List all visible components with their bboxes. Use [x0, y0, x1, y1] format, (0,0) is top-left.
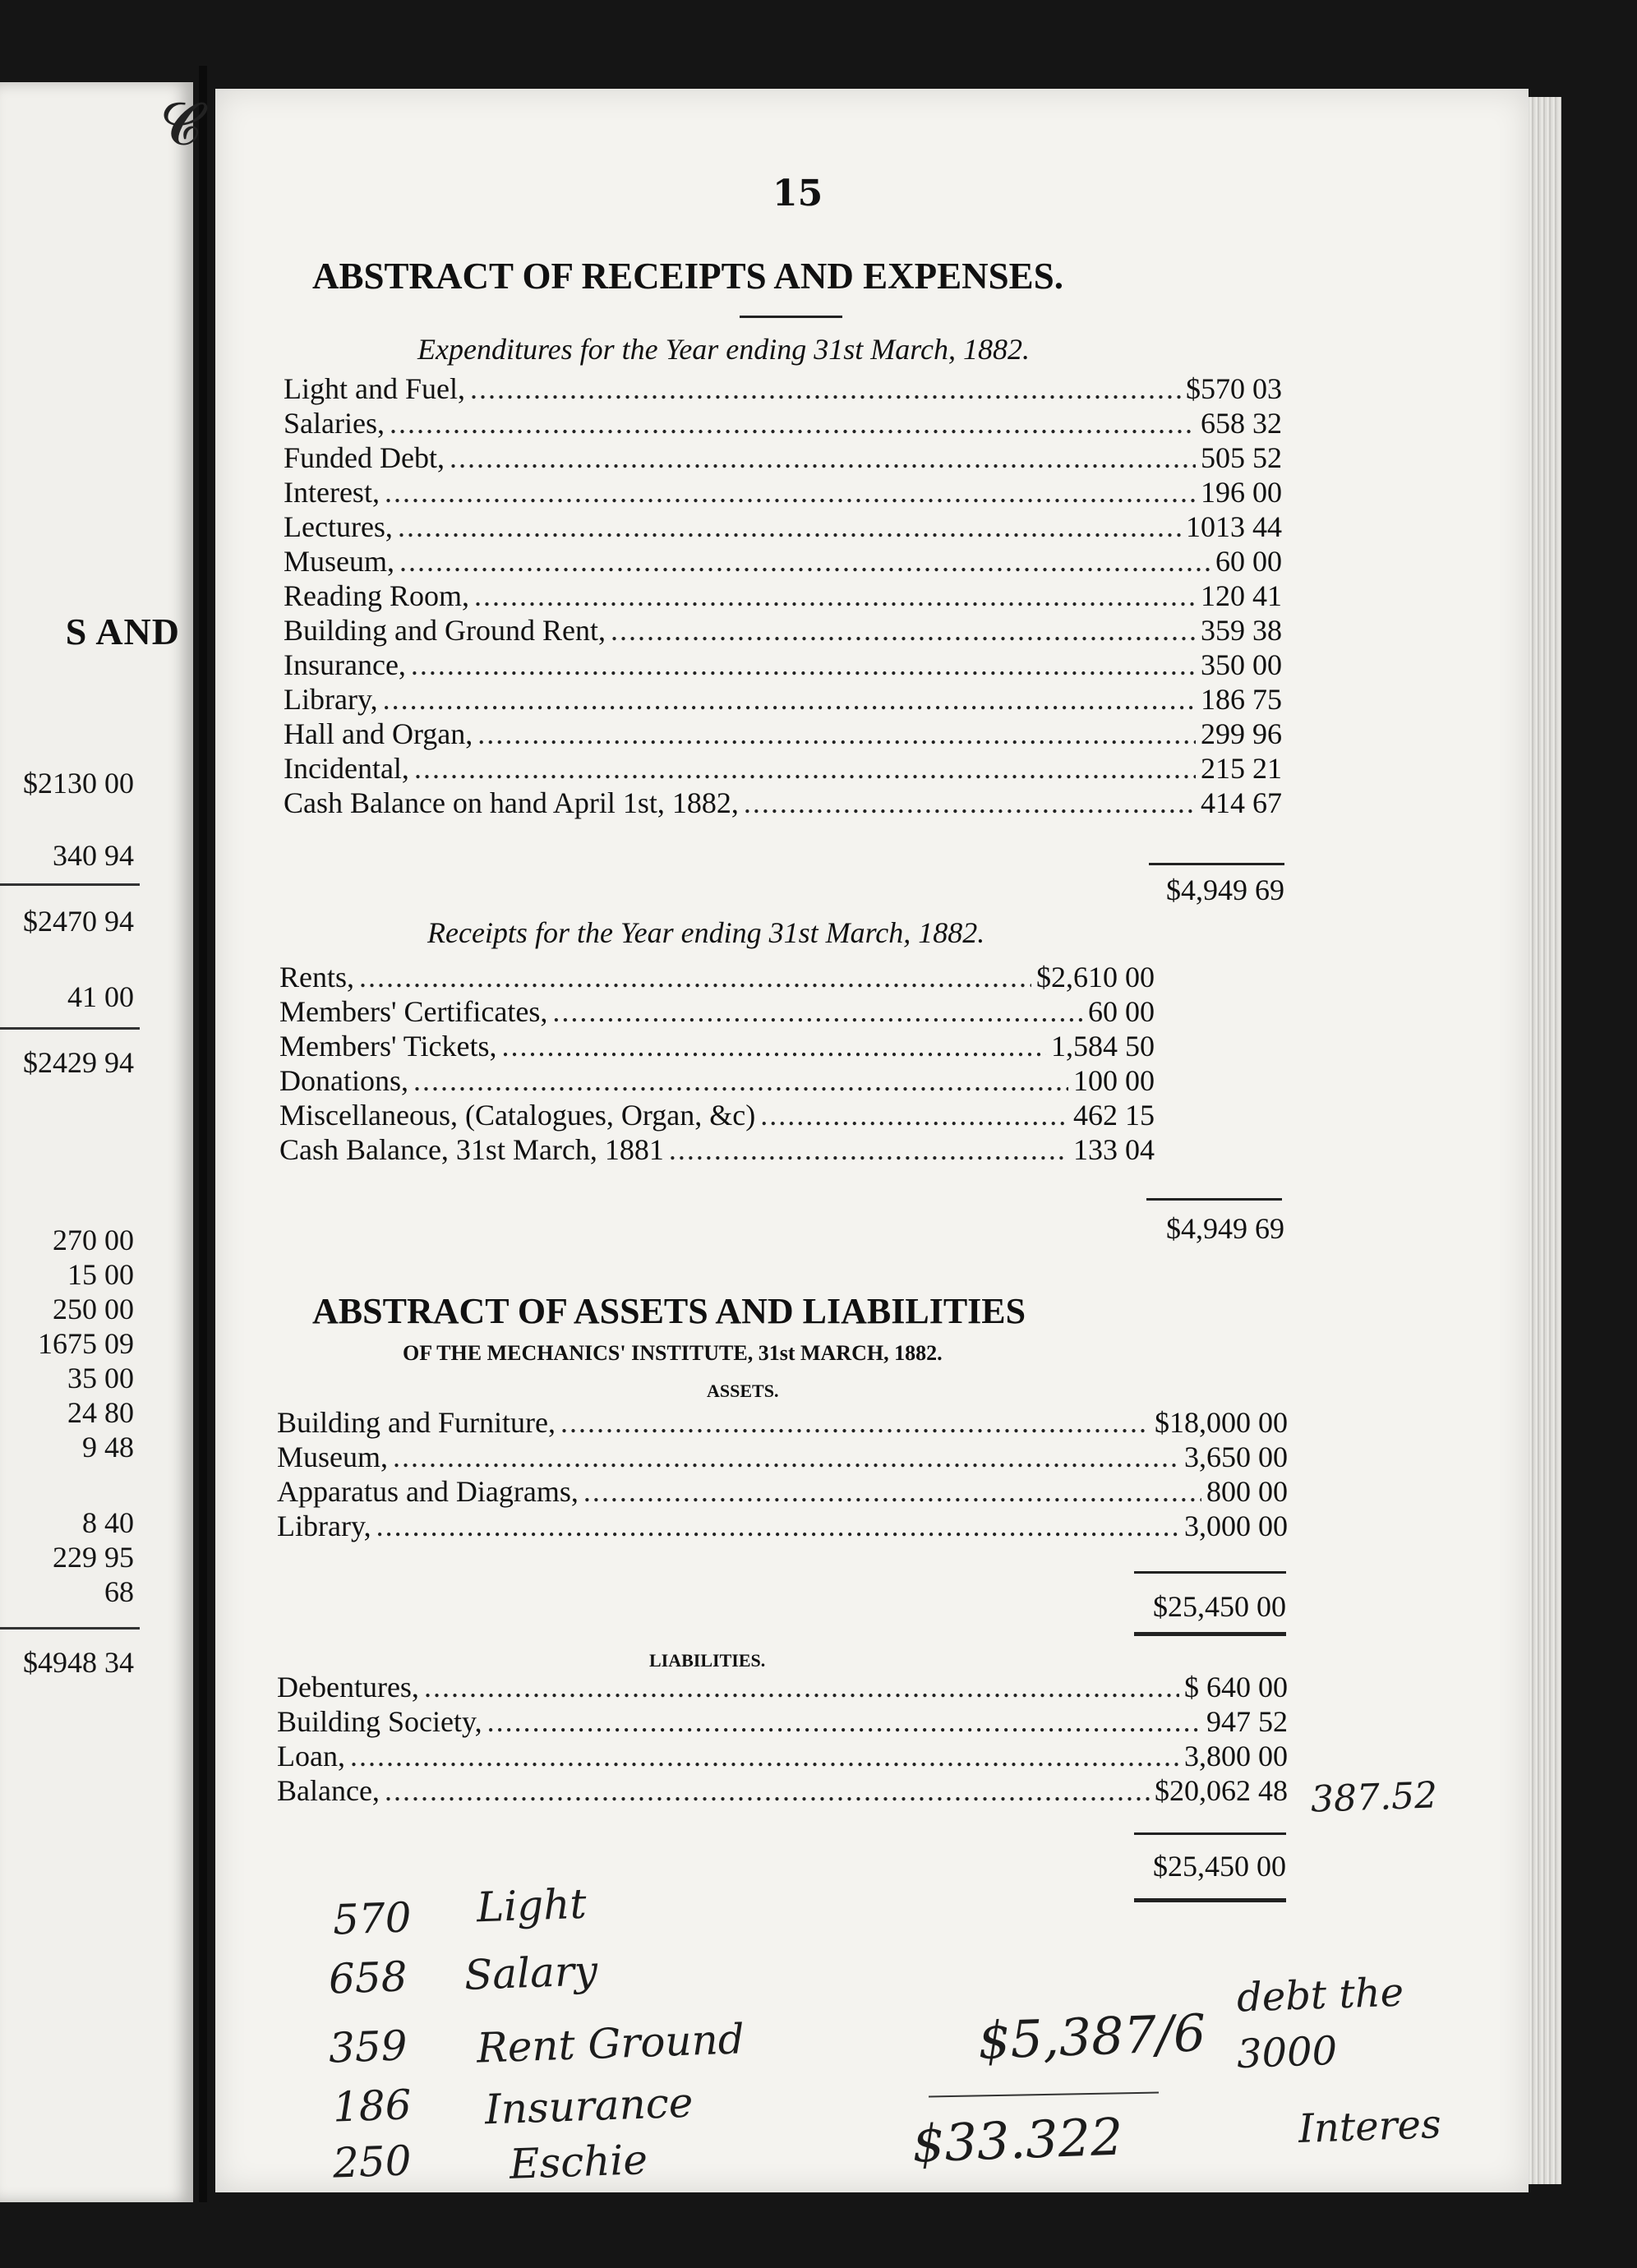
- asset-amount: 3,650 00: [1184, 1441, 1288, 1473]
- leader-dots: [376, 1509, 1179, 1543]
- asset-amount: 3,000 00: [1184, 1510, 1288, 1542]
- liability-amount: $ 640 00: [1184, 1671, 1288, 1703]
- asset-row: [277, 1440, 1288, 1474]
- expenditure-amount: 186 75: [1201, 683, 1282, 716]
- total-rule: [1149, 863, 1284, 865]
- left-amount: 24 80: [67, 1396, 134, 1429]
- left-amount: 68: [104, 1575, 134, 1608]
- receipt-label: Cash Balance, 31st March, 1881: [279, 1133, 664, 1166]
- assets-total: $25,450 00: [1153, 1590, 1286, 1623]
- receipt-amount: 100 00: [1073, 1064, 1155, 1097]
- leader-dots: [583, 1474, 1201, 1509]
- leader-dots: [477, 717, 1196, 751]
- page-edges: [1529, 97, 1561, 2184]
- asset-row: [277, 1405, 1288, 1440]
- liability-label: Debentures,: [277, 1671, 419, 1703]
- liability-row: [277, 1670, 1288, 1704]
- expenditure-label: Salaries,: [284, 407, 385, 440]
- assets-liabilities-subtitle: OF THE MECHANICS' INSTITUTE, 31st MARCH, 1882.: [403, 1341, 943, 1365]
- expenditure-row: [284, 475, 1282, 509]
- left-amount: $4948 34: [23, 1646, 134, 1679]
- receipt-amount: 1,584 50: [1051, 1030, 1155, 1063]
- expenditure-label: Cash Balance on hand April 1st, 1882,: [284, 786, 739, 819]
- left-amount: $2130 00: [23, 767, 134, 800]
- left-amount: 8 40: [82, 1506, 134, 1539]
- expenditure-amount: 196 00: [1201, 476, 1282, 509]
- handwritten-note: debt the: [1236, 1969, 1404, 2021]
- expenditure-label: Light and Fuel,: [284, 372, 465, 405]
- total-rule: [1146, 1198, 1282, 1201]
- expenditure-label: Library,: [284, 683, 378, 716]
- expenditure-label: Interest,: [284, 476, 380, 509]
- asset-label: Building and Furniture,: [277, 1406, 556, 1439]
- expenditure-amount: 60 00: [1215, 545, 1282, 578]
- receipt-row: [279, 1132, 1155, 1167]
- pencil-mark-icon: 𝓒: [160, 90, 201, 158]
- receipt-label: Members' Certificates,: [279, 995, 548, 1028]
- leader-dots: [383, 682, 1196, 717]
- receipt-label: Members' Tickets,: [279, 1030, 497, 1063]
- leader-dots: [413, 1063, 1068, 1098]
- left-rule: [0, 1627, 140, 1630]
- left-amount: 15 00: [67, 1258, 134, 1291]
- handwritten-margin-note: 387.52: [1310, 1774, 1438, 1821]
- liabilities-total: $25,450 00: [1153, 1850, 1286, 1883]
- expenditure-amount: 505 52: [1201, 441, 1282, 474]
- handwritten-word: Light: [476, 1879, 588, 1932]
- leader-dots: [470, 371, 1181, 406]
- leader-dots: [552, 994, 1083, 1029]
- expenditure-amount: 350 00: [1201, 648, 1282, 681]
- leader-dots: [414, 751, 1196, 786]
- expenditure-amount: 299 96: [1201, 717, 1282, 750]
- liability-label: Balance,: [277, 1774, 380, 1807]
- receipts-heading: Receipts for the Year ending 31st March, 1882.: [427, 916, 985, 949]
- expenditure-row: [284, 440, 1282, 475]
- double-rule: [1134, 1898, 1286, 1902]
- receipt-label: Rents,: [279, 961, 355, 993]
- title-rule: [740, 316, 842, 318]
- liability-amount: 947 52: [1206, 1705, 1288, 1738]
- left-rule: [0, 1027, 140, 1030]
- receipt-amount: $2,610 00: [1036, 961, 1155, 993]
- expenditure-amount: 1013 44: [1186, 510, 1282, 543]
- leader-dots: [450, 440, 1196, 475]
- handwritten-number: 658: [328, 1952, 408, 2003]
- page-number: 15: [772, 173, 823, 214]
- receipt-amount: 462 15: [1073, 1099, 1155, 1132]
- leader-dots: [669, 1132, 1068, 1167]
- receipt-row: [279, 1063, 1155, 1098]
- expenditure-label: Hall and Organ,: [284, 717, 473, 750]
- left-amount: $2470 94: [23, 905, 134, 938]
- leader-dots: [393, 1440, 1179, 1474]
- receipt-label: Miscellaneous, (Catalogues, Organ, &c): [279, 1099, 756, 1132]
- expenditures-heading: Expenditures for the Year ending 31st March, 1882.: [417, 333, 1030, 366]
- expenditure-amount: 658 32: [1201, 407, 1282, 440]
- left-amount: 250 00: [53, 1293, 134, 1325]
- expenditure-row: [284, 509, 1282, 544]
- leader-dots: [502, 1029, 1047, 1063]
- left-page-heading: S AND: [65, 611, 180, 652]
- liabilities-heading: LIABILITIES.: [649, 1650, 766, 1671]
- liability-row: [277, 1739, 1288, 1773]
- leader-dots: [398, 509, 1181, 544]
- expenditure-row: [284, 579, 1282, 613]
- left-amount: 1675 09: [38, 1327, 134, 1360]
- receipt-row: [279, 1029, 1155, 1063]
- handwritten-word: Rent Ground: [476, 2015, 745, 2072]
- expenditure-label: Incidental,: [284, 752, 409, 785]
- double-rule: [1134, 1632, 1286, 1636]
- receipt-amount: 60 00: [1088, 995, 1155, 1028]
- asset-label: Library,: [277, 1510, 371, 1542]
- expenditure-amount: 215 21: [1201, 752, 1282, 785]
- handwritten-number: 359: [328, 2021, 408, 2072]
- expenditure-label: Lectures,: [284, 510, 393, 543]
- total-rule: [1134, 1571, 1286, 1574]
- asset-row: [277, 1474, 1288, 1509]
- expenditure-row: [284, 371, 1282, 406]
- liability-row: [277, 1773, 1288, 1808]
- handwritten-sum: $5,387/6: [976, 2003, 1207, 2071]
- left-amount: 9 48: [82, 1431, 134, 1464]
- expenditure-amount: $570 03: [1186, 372, 1282, 405]
- leader-dots: [474, 579, 1196, 613]
- left-facing-page: [0, 82, 193, 2202]
- leader-dots: [359, 960, 1031, 994]
- receipt-row: [279, 960, 1155, 994]
- left-amount: 229 95: [53, 1541, 134, 1574]
- expenditure-row: [284, 751, 1282, 786]
- total-rule: [1134, 1832, 1286, 1835]
- receipt-label: Donations,: [279, 1064, 408, 1097]
- expenditure-amount: 120 41: [1201, 579, 1282, 612]
- expenditure-row: [284, 717, 1282, 751]
- expenditure-label: Building and Ground Rent,: [284, 614, 606, 647]
- leader-dots: [350, 1739, 1179, 1773]
- left-amount: 270 00: [53, 1224, 134, 1256]
- book-gutter: [199, 66, 207, 2202]
- expenditure-row: [284, 406, 1282, 440]
- left-amount: 340 94: [53, 839, 134, 872]
- expenditure-label: Reading Room,: [284, 579, 469, 612]
- left-amount: 35 00: [67, 1362, 134, 1394]
- handwritten-number: 250: [332, 2137, 413, 2187]
- liability-amount: 3,800 00: [1184, 1740, 1288, 1772]
- liability-label: Loan,: [277, 1740, 345, 1772]
- expenditure-amount: 414 67: [1201, 786, 1282, 819]
- expenditure-row: [284, 682, 1282, 717]
- leader-dots: [424, 1670, 1179, 1704]
- leader-dots: [385, 1773, 1150, 1808]
- leader-dots: [487, 1704, 1201, 1739]
- assets-liabilities-title: ABSTRACT OF ASSETS AND LIABILITIES: [312, 1291, 1026, 1331]
- expenditure-amount: 359 38: [1201, 614, 1282, 647]
- handwritten-word: Salary: [463, 1947, 598, 1999]
- handwritten-number: 570: [332, 1893, 413, 1944]
- expenditure-row: [284, 648, 1282, 682]
- asset-amount: 800 00: [1206, 1475, 1288, 1508]
- expenditure-row: [284, 544, 1282, 579]
- handwritten-note: Interes: [1298, 2100, 1442, 2153]
- expenditure-label: Funded Debt,: [284, 441, 445, 474]
- asset-amount: $18,000 00: [1155, 1406, 1288, 1439]
- expenditure-label: Museum,: [284, 545, 394, 578]
- leader-dots: [399, 544, 1210, 579]
- liability-row: [277, 1704, 1288, 1739]
- expenditure-row: [284, 786, 1282, 820]
- asset-row: [277, 1509, 1288, 1543]
- receipts-total: $4,949 69: [1166, 1212, 1284, 1245]
- assets-heading: ASSETS.: [707, 1381, 779, 1401]
- expenditure-row: [284, 613, 1282, 648]
- handwritten-sum: $33.322: [911, 2106, 1124, 2174]
- leader-dots: [611, 613, 1196, 648]
- receipt-row: [279, 994, 1155, 1029]
- receipt-row: [279, 1098, 1155, 1132]
- leader-dots: [390, 406, 1196, 440]
- left-rule: [0, 883, 140, 886]
- asset-label: Museum,: [277, 1441, 388, 1473]
- left-amount: 41 00: [67, 980, 134, 1013]
- liability-label: Building Society,: [277, 1705, 482, 1738]
- leader-dots: [411, 648, 1196, 682]
- left-amount: $2429 94: [23, 1046, 134, 1079]
- receipts-expenses-title: ABSTRACT OF RECEIPTS AND EXPENSES.: [312, 256, 1063, 297]
- handwritten-note: 3000: [1236, 2027, 1339, 2078]
- handwritten-word: Eschie: [509, 2136, 648, 2188]
- leader-dots: [385, 475, 1196, 509]
- handwritten-word: Insurance: [484, 2078, 694, 2134]
- leader-dots: [744, 786, 1196, 820]
- expenditures-total: $4,949 69: [1166, 874, 1284, 906]
- liability-amount: $20,062 48: [1155, 1774, 1288, 1807]
- handwritten-number: 186: [332, 2081, 413, 2132]
- receipt-amount: 133 04: [1073, 1133, 1155, 1166]
- leader-dots: [560, 1405, 1150, 1440]
- asset-label: Apparatus and Diagrams,: [277, 1475, 579, 1508]
- leader-dots: [760, 1098, 1068, 1132]
- expenditure-label: Insurance,: [284, 648, 406, 681]
